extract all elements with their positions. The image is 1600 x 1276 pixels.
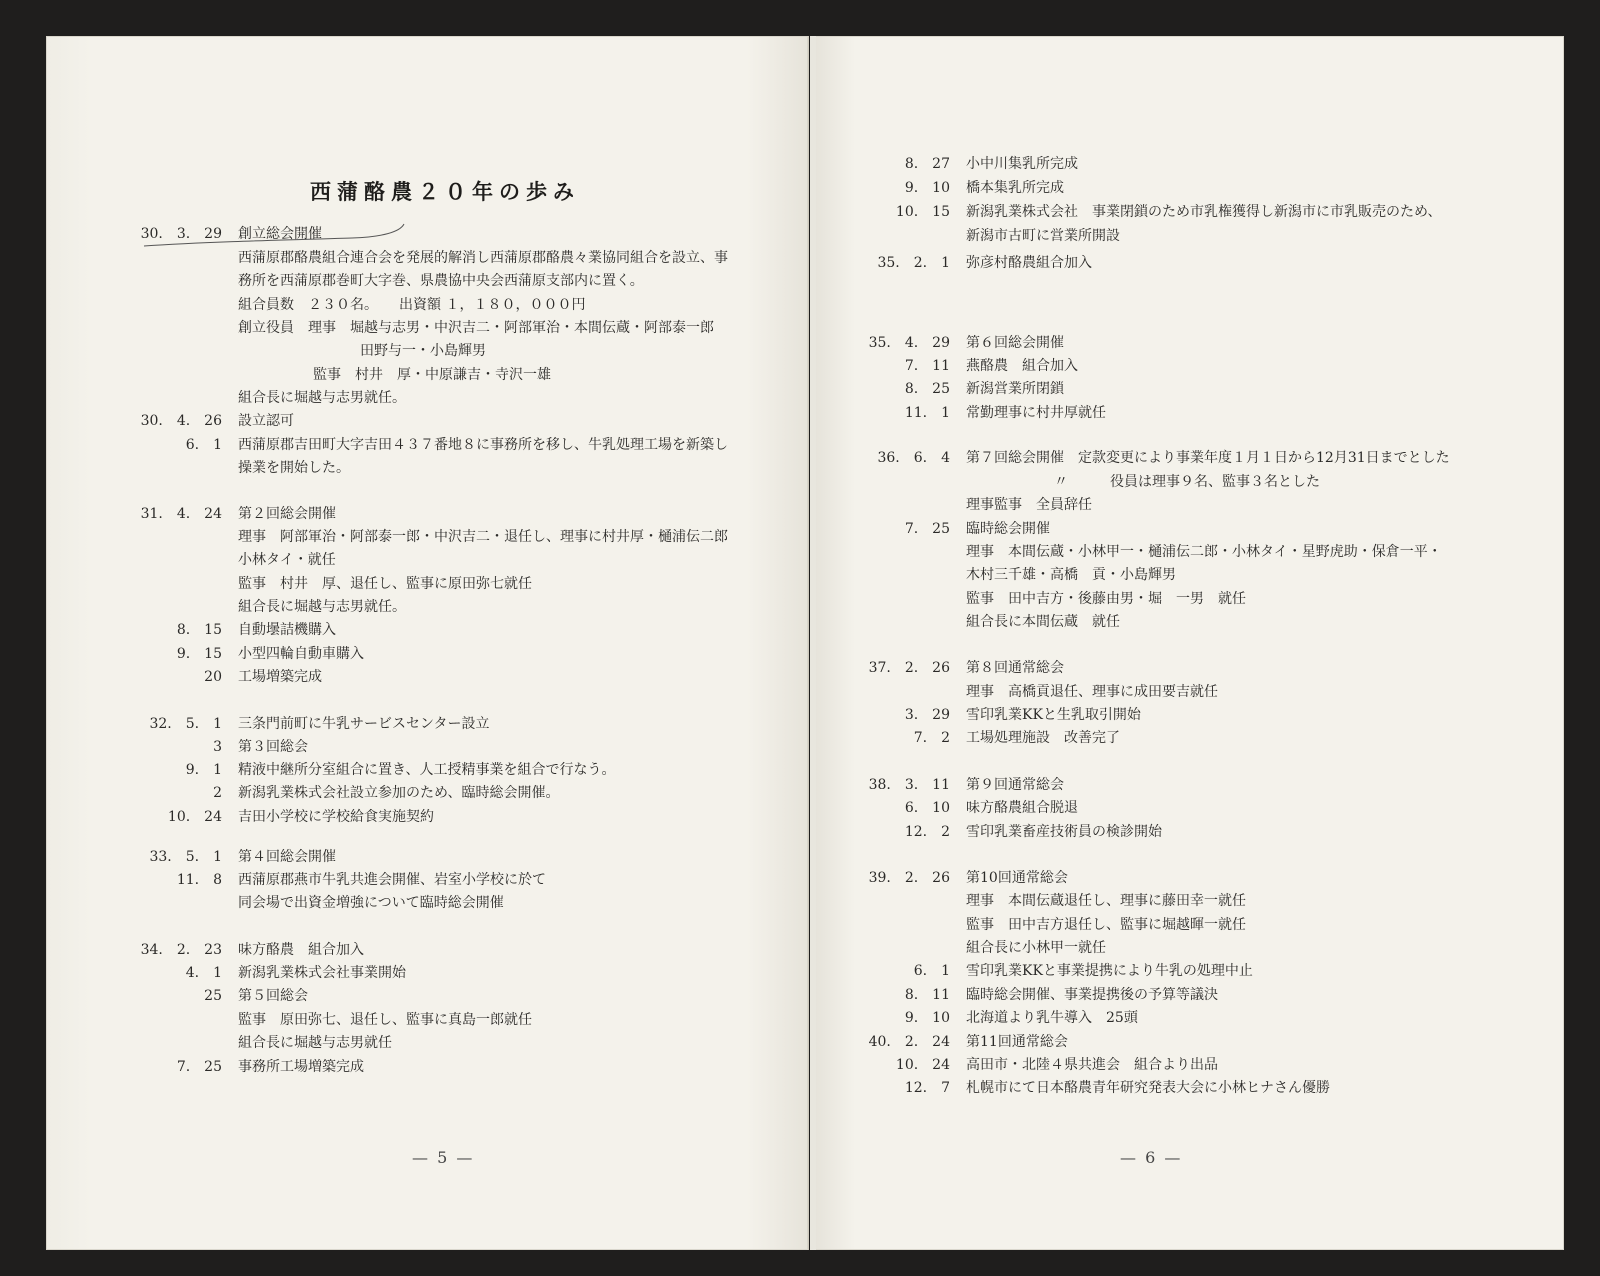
entry-date: 11. 8 [176, 872, 222, 888]
entry-date: 9. 15 [176, 646, 222, 662]
entry-date: 20 [204, 669, 222, 685]
entry-text: 務所を西蒲原郡巻町大字巻、県農協中央会西蒲原支部内に置く。 [238, 273, 644, 289]
entry-text: 理事監事 全員辞任 [966, 497, 1092, 513]
entry-date: 40. 2. 24 [868, 1034, 950, 1050]
entry-text: 橋本集乳所完成 [966, 180, 1064, 196]
entry-date: 8. 27 [904, 156, 950, 172]
entry-text: 組合長に堀越与志男就任。 [238, 599, 406, 615]
entry-text: 吉田小学校に学校給食実施契約 [238, 809, 434, 825]
entry-date: 3 [213, 739, 222, 755]
entry-text: 第７回総会開催 定款変更により事業年度１月１日から12月31日までとした [966, 450, 1450, 466]
entry-text: 組合長に堀越与志男就任。 [238, 390, 406, 406]
entry-text: 北海道より乳牛導入 25頭 [966, 1010, 1138, 1026]
right-page [810, 36, 1564, 1250]
entry-date: 8. 11 [904, 987, 950, 1003]
entry-text: 理事 本間伝蔵・小林甲一・樋浦伝二郎・小林タイ・星野虎助・保倉一平・ [966, 544, 1442, 560]
entry-text: 味方酪農組合脱退 [966, 800, 1078, 816]
entry-text: 雪印乳業畜産技術員の検診開始 [966, 824, 1162, 840]
entry-date: 7. 11 [904, 358, 950, 374]
entry-text: 第11回通常総会 [966, 1034, 1068, 1050]
entry-date: 7. 25 [176, 1059, 222, 1075]
entry-text: 操業を開始した。 [238, 460, 350, 476]
booklet-spread [46, 36, 1564, 1250]
entry-text: 組合長に小林甲一就任 [966, 940, 1106, 956]
entry-text: 同会場で出資金増強について臨時総会開催 [238, 895, 504, 911]
entry-date: 8. 15 [176, 622, 222, 638]
entry-date: 37. 2. 26 [868, 660, 950, 676]
entry-date: 12. 2 [904, 824, 950, 840]
entry-text: 組合長に本間伝蔵 就任 [966, 614, 1120, 630]
entry-date: 2 [213, 785, 222, 801]
entry-text: 設立認可 [238, 413, 294, 429]
entry-text: 理事 本間伝蔵退任し、理事に藤田幸一就任 [966, 893, 1246, 909]
entry-text: 三条門前町に牛乳サービスセンター設立 [238, 716, 490, 732]
entry-text: 新潟乳業株式会社設立参加のため、臨時総会開催。 [238, 785, 560, 801]
entry-text: 新潟乳業株式会社事業開始 [238, 965, 406, 981]
entry-date: 34. 2. 23 [140, 942, 222, 958]
entry-text: 第５回総会 [238, 988, 308, 1004]
entry-date: 35. 2. 1 [877, 255, 950, 271]
entry-text: 雪印乳業KKと生乳取引開始 [966, 707, 1141, 723]
entry-date: 11. 1 [904, 405, 950, 421]
entry-date: 31. 4. 24 [140, 506, 222, 522]
page-number-left: — 5 — [412, 1148, 475, 1167]
entry-text: 第２回総会開催 [238, 506, 336, 522]
entry-text: 新潟営業所閉鎖 [966, 381, 1064, 397]
left-page [46, 36, 809, 1250]
entry-text: 組合員数 ２３０名。 出資額 １，１８０，０００円 [238, 297, 586, 313]
entry-date: 36. 6. 4 [877, 450, 950, 466]
entry-text: 燕酪農 組合加入 [966, 358, 1078, 374]
entry-text: 小型四輪自動車購入 [238, 646, 364, 662]
entry-text: 高田市・北陸４県共進会 組合より出品 [966, 1057, 1218, 1073]
entry-date: 7. 2 [913, 730, 950, 746]
entry-text: 創立総会開催 [238, 226, 322, 242]
entry-text: 精液中継所分室組合に置き、人工授精事業を組合で行なう。 [238, 762, 616, 778]
entry-text: 弥彦村酪農組合加入 [966, 255, 1092, 271]
entry-date: 8. 25 [904, 381, 950, 397]
entry-text: 第４回総会開催 [238, 849, 336, 865]
entry-text: 監事 村井 厚、退任し、監事に原田弥七就任 [238, 576, 532, 592]
entry-date: 4. 1 [185, 965, 222, 981]
entry-date: 9. 10 [904, 180, 950, 196]
entry-date: 6. 1 [913, 963, 950, 979]
entry-date: 3. 29 [904, 707, 950, 723]
entry-text: 田野与一・小島輝男 [360, 343, 486, 359]
entry-text: 工場処理施設 改善完了 [966, 730, 1120, 746]
entry-date: 7. 25 [904, 521, 950, 537]
entry-date: 9. 10 [904, 1010, 950, 1026]
entry-text: 西蒲原郡酪農組合連合会を発展的解消し西蒲原郡酪農々業協同組合を設立、事 [238, 250, 728, 266]
entry-date: 25 [204, 988, 222, 1004]
entry-text: 臨時総会開催、事業提携後の予算等議決 [966, 987, 1218, 1003]
entry-text: 理事 高橋貢退任、理事に成田要吉就任 [966, 684, 1218, 700]
entry-text: 創立役員 理事 堀越与志男・中沢吉二・阿部軍治・本間伝蔵・阿部泰一郎 [238, 320, 714, 336]
entry-text: 第10回通常総会 [966, 870, 1068, 886]
entry-text: 西蒲原郡吉田町大字吉田４３７番地８に事務所を移し、牛乳処理工場を新築し [238, 437, 728, 453]
page-number-right: — 6 — [1120, 1148, 1183, 1167]
entry-text: 味方酪農 組合加入 [238, 942, 364, 958]
entry-date: 30. 4. 26 [140, 413, 222, 429]
entry-text: 第６回総会開催 [966, 335, 1064, 351]
entry-text: 小林タイ・就任 [238, 552, 336, 568]
entry-text: 事務所工場増築完成 [238, 1059, 364, 1075]
entry-date: 35. 4. 29 [868, 335, 950, 351]
entry-date: 12. 7 [904, 1080, 950, 1096]
entry-text: 第８回通常総会 [966, 660, 1064, 676]
entry-text: 小中川集乳所完成 [966, 156, 1078, 172]
entry-text: 監事 原田弥七、退任し、監事に真島一郎就任 [238, 1012, 532, 1028]
entry-text: 〃 役員は理事９名、監事３名とした [1054, 474, 1320, 490]
entry-text: 自動壜詰機購入 [238, 622, 336, 638]
entry-text: 工場増築完成 [238, 669, 322, 685]
entry-text: 常勤理事に村井厚就任 [966, 405, 1106, 421]
entry-text: 第３回総会 [238, 739, 308, 755]
entry-date: 10. 15 [895, 204, 950, 220]
entry-date: 38. 3. 11 [868, 777, 950, 793]
entry-date: 32. 5. 1 [149, 716, 222, 732]
entry-text: 木村三千雄・高橋 貢・小島輝男 [966, 567, 1176, 583]
entry-date: 10. 24 [895, 1057, 950, 1073]
entry-text: 第９回通常総会 [966, 777, 1064, 793]
entry-text: 臨時総会開催 [966, 521, 1050, 537]
entry-text: 監事 田中吉方退任し、監事に堀越暉一就任 [966, 917, 1246, 933]
entry-text: 札幌市にて日本酪農青年研究発表大会に小林ヒナさん優勝 [966, 1080, 1330, 1096]
entry-date: 9. 1 [185, 762, 222, 778]
page-gutter [810, 36, 816, 1250]
entry-text: 監事 村井 厚・中原謙吉・寺沢一雄 [313, 367, 551, 383]
page-title: 西蒲酪農２０年の歩み [310, 180, 580, 204]
entry-date: 10. 24 [167, 809, 222, 825]
entry-date: 6. 1 [185, 437, 222, 453]
entry-text: 組合長に堀越与志男就任 [238, 1035, 392, 1051]
entry-text: 雪印乳業KKと事業提携により牛乳の処理中止 [966, 963, 1253, 979]
entry-text: 新潟市古町に営業所開設 [966, 228, 1120, 244]
entry-text: 新潟乳業株式会社 事業閉鎖のため市乳権獲得し新潟市に市乳販売のため、 [966, 204, 1442, 220]
entry-text: 監事 田中吉方・後藤由男・堀 一男 就任 [966, 591, 1246, 607]
entry-date: 39. 2. 26 [868, 870, 950, 886]
entry-text: 西蒲原郡燕市牛乳共進会開催、岩室小学校に於て [238, 872, 546, 888]
entry-date: 30. 3. 29 [140, 226, 222, 242]
entry-date: 33. 5. 1 [149, 849, 222, 865]
entry-text: 理事 阿部軍治・阿部泰一郎・中沢吉二・退任し、理事に村井厚・樋浦伝二郎 [238, 529, 728, 545]
entry-date: 6. 10 [904, 800, 950, 816]
